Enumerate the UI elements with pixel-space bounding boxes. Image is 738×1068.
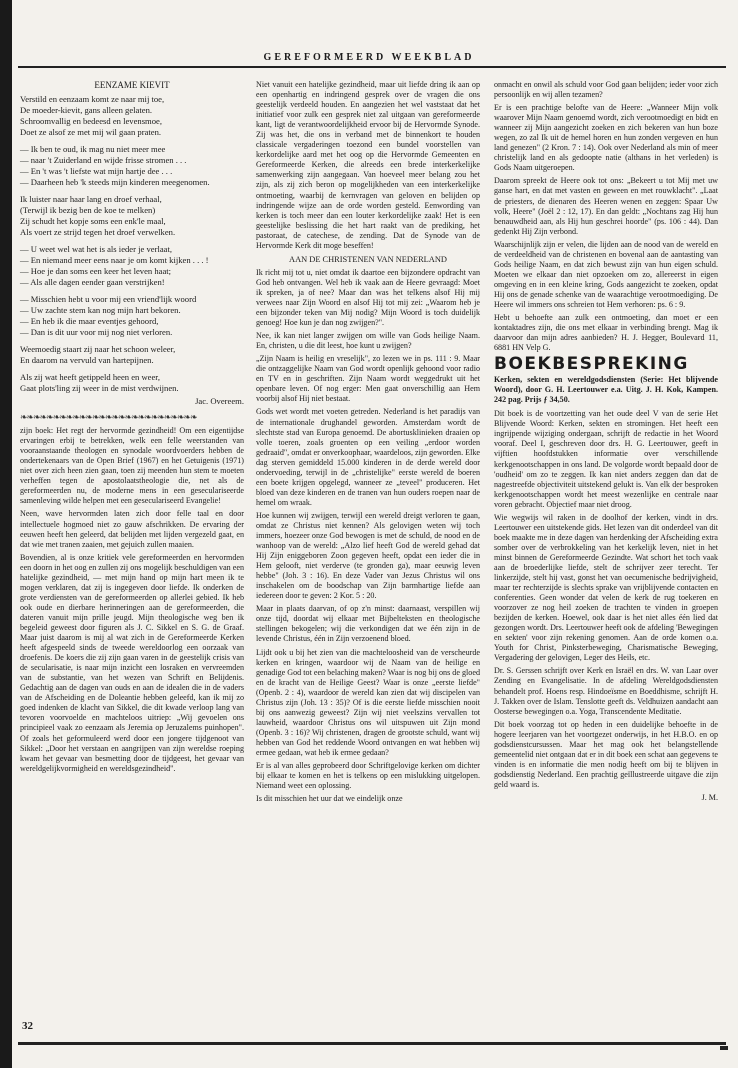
paragraph: Dit boek is de voortzetting van het oude deel V van de serie Het Blijvende Woord: Kerken, sekten en stromingen. Het heeft een ingrijpende wijziging ondergaan, schrijft de redactie in het Woord vooraf. Deel I, geschreven door drs. H. G. Leertouwer, geeft in vijftien hoofdstukken informatie over verschillende kerkgenootschappen in ons land. De volgorde wordt bepaald door de 'oudheid' om zo te zeggen. Ik kan niet anders zeggen dan dat de nagestreefde objectiviteit uitstekend gelukt is. Van elk der besproken kerkgenootschappen wordt het meest wezenlijke en centrale naar voren gebracht. Objectief maar niet droog.: [494, 409, 718, 509]
review-section-title: BOEKBESPREKING: [494, 354, 689, 375]
poem-author: Jac. Overeem.: [195, 396, 244, 407]
paragraph: Er is al van alles geprobeerd door Schriftgelovige kerken om dichter bij elkaar te komen en het is telkens op een mislukking uitgelopen. Niemand weet een oplossing.: [256, 761, 480, 791]
paragraph: Wie wegwijs wil raken in de doolhof der kerken, vindt in drs. Leertouwer een uitstekende gids. Het lezen van dit onderdeel van dit boek maakte me in deze dagen van herdenking der Afscheiding extra somber over de verbrokkeling van het kerkelijk leven, niet in het minst binnen de Gereformeerde Gezindte. Wat schort het toch vaak aan de broederlijke liefde, stelt de schrijver zeer terecht. Ter linkerzijde, stelt hij vast, gonst het van oecumenische bedrijvigheid, maar ter rechterzijde is slechts sprake van vrijblijvende contacten en conferenties. Geen wonder dat velen de kerk de rug toekeren en voorzover ze nog heil zoeken de trachten te vinden in groepen bezijden de kerken. Hoewel, ook daar is het niet alles één lied dat gezongen wordt. Drs. Leertouwer heeft ook de afdeling 'Bewegingen en sekten' voor zijn rekening genomen. Aan de orde komen o.a. Youth for Christ, Pinksterbeweging, Charismatische Beweging, Vergadering der gelovigen, Leger des Heils, etc.: [494, 512, 718, 663]
article-body: [20, 426, 244, 774]
paragraph: „Zijn Naam is heilig en vreselijk", zo lezen we in ps. 111 : 9. Maar die ontzaggelijke Naam van God wordt openlijk gehoond voor radio en TV en in geschriften. Zijn Naam wordt weggedrukt uit het openbare leven. Of nog erger: Men gaat onverschillig aan Hem voorbij alsof Hij niet bestaat.: [256, 354, 480, 404]
paragraph: Nee, ik kan niet langer zwijgen om wille van Gods heilige Naam. En, christen, u die dit leest, hoe kunt u zwijgen?: [256, 331, 480, 351]
poem-stanza: Als zij wat heeft getippeld heen en weer, Gaat plots'ling zij weer in de mist verdwijnen.: [20, 372, 179, 394]
scan-edge: [0, 0, 12, 1068]
poem-stanza: — Ik ben te oud, ik mag nu niet meer mee — naar 't Zuiderland en wijde frisse stromen . . . — En 't was 't liefste wat mijn hartje dee . . . — Daarheen heb 'k steeds mijn kinderen meegenomen.: [20, 144, 210, 188]
paragraph: Maar in plaats daarvan, of op z'n minst: daarnaast, verspillen wij onze tijd, doordat wij elkaar met Bijbelteksten en theologische stellingen bekogelen; wij die verkondigen dat we één zijn in de levende Christus, één in Zijn verzoenend bloed.: [256, 604, 480, 644]
paragraph: Hebt u behoefte aan zulk een ontmoeting, dan moet er een kontaktadres zijn, die ons met elkaar in verbinding brengt. Mag ik daarvoor dan mijn adres aanbieden? H. J. Hegger, Boulevard 11, 6881 HN Velp G.: [494, 313, 718, 353]
poem-stanza: — U weet wel wat het is als ieder je verlaat, — En niemand meer eens naar je om komt kijken . . . ! — Hoe je dan soms een keer het leven haat; — Als alle dagen eender gaan verstrijken!: [20, 244, 209, 288]
bottom-rule: [18, 1042, 726, 1045]
ornament-divider: ❧❧❧❧❧❧❧❧❧❧❧❧❧❧❧❧❧❧❧❧❧❧❧❧❧❧❧: [20, 412, 197, 421]
poem-title: EENZAME KIEVIT: [94, 80, 170, 90]
paragraph: Lijdt ook u bij het zien van die machteloosheid van de verscheurde kerken en kringen, waardoor wij de Naam van de heilige en genadige God tot een belaching maken? Waar is nog bij ons de gloed en de kracht van de Heilige Geest? Waar is onze „eerste liefde" (Openb. 2 : 4), waardoor de wereld kan zien dat wij discipelen van Christus zijn (Joh. 13 : 35)? Of is die eerste liefde misschien nooit bij ons aanwezig geweest? Zijn wij niet veelszins vervallen tot lauwheid, waardoor Christus ons wil uitspuwen uit Zijn mond (Openb. 3 : 16)? Wij christenen, dragen de grootste schuld, want wij hebben van God het reddende Woord ontvangen en wat hebben wij ermee gedaan, wat heb ik ermee gedaan?: [256, 647, 480, 757]
paragraph: Gods wet wordt met voeten getreden. Nederland is het paradijs van de internationale drughandel geworden. Amsterdam wordt de slechtste stad van Europa genoemd. De abortusklinieken draaien op volle toeren, zoals groenten op een veiling „erdoor worden gedraaid", omdat er onverkoophaar, waardeloos, zijn geworden. Elke dag sterven gemiddeld 15.000 kinderen in de derde wereld door ondervoeding, terwijl in de „christelijke" eerste wereld de boeren een boete krijgen opgelegd, wanneer ze „teveel" produceren. Het bloed van deze kinderen en de tranen van hun ouders roepen naar de hemel om wraak.: [256, 407, 480, 507]
poem-stanza: Weemoedig staart zij naar het schoon weleer, En daarom na vervuld van hartepijnen.: [20, 344, 176, 366]
paragraph: Neen, wave hervormden laten zich door felle taal en door intellectuele hogmoed niet zo gauw afschrikken. De ervaring der eeuwen heeft hen geleerd, dat belijden met lijden vergezeld gaat, en dat wie met tranen zaaien, met gejuich zullen maaien.: [20, 509, 244, 549]
paragraph: Ik richt mij tot u, niet omdat ik daartoe een bijzondere opdracht van God heb ontvangen. Wel heb ik vaak aan de Heere gevraagd: Moet ik spreken, ja of nee? Maar dan was het telkens alsof Hij mij verwees naar Zijn Woord en alsof Hij tot mij zei: „Waarom heb je een bijzonder teken van Mij nodig? Mijn Woord is toch duidelijk genoeg! Hoe kun je dan nog zwijgen?".: [256, 267, 480, 328]
paragraph: Hoe kunnen wij zwijgen, terwijl een wereld dreigt verloren te gaan, omdat ze Christus niet kennen? Als gelovigen weten wij toch immers, hoezeer onze God bewogen is met de schuld, de nood en de wanhoop van de wereld: „Alzo lief heeft God de wereld gehad dat Hij Zijn eniggeboren Zoon gegeven heeft, opdat een ieder die in Hem gelooft, niet verderve (te gronden ga), maar eeuwig leven hebbe" (Joh. 3 : 16). En deze Vader van Jezus Christus wil ons inschakelen om de boodschap van Zijn barmhartige liefde aan iedereen door te geven: 2 Kor. 5 : 20.: [256, 510, 480, 601]
column-middle: [256, 80, 480, 807]
paragraph: Is dit misschien het uur dat we eindelijk onze: [256, 794, 403, 804]
review-book-info: Kerken, sekten en wereldgodsdiensten (Serie: Het blijvende Woord), door G. H. Leertouwer e.a. Uitg. J. H. Kok, Kampen. 242 pag. Prijs ƒ 34,50.: [494, 375, 718, 405]
poem-stanza: Verstild en eenzaam komt ze naar mij toe, De moeder-kievit, gans alleen gelaten. Schroomvallig en bedeesd en levensmoe, Doet ze alsof ze met mij wil gaan praten.: [20, 94, 165, 138]
poem-stanza: — Misschien hebt u voor mij een vriend'lijk woord — Uw zachte stem kan nog mijn hart bekoren. — En heb ik die maar eventjes gehoord, — Dan is dit uur voor mij nog niet verloren.: [20, 294, 197, 338]
review-body: [494, 409, 718, 790]
column-right: [494, 80, 718, 803]
page-number: 32: [22, 1020, 33, 1032]
letter-continuation: [494, 80, 718, 353]
review-signoff: J. M.: [701, 793, 718, 802]
paragraph: Dr. S. Gerssen schrijft over Kerk en Israël en drs. W. van Laar over Zending en Evangelisatie. In de afdeling Wereldgodsdiensten behandelt prof. Hoens resp. Hindoeïsme en Boeddhisme, schrijft H. J. Takken over de Islam. Tenslotte geeft ds. Veldhuizen aandacht aan Oosterse bewegingen o.a. Yoga, Transcendente Meditatie.: [494, 666, 718, 716]
top-rule: [18, 66, 726, 68]
letter-body: [256, 268, 480, 804]
paragraph: Dit boek voorzag tot op heden in een duidelijke behoefte in de hogere leerjaren van het voortgezet onderwijs, in het H.B.O. en op godsdienstcursussen. Maar het mag ook het belangstellende gemeentelid niet ontgaan dat er in dit boek een schat aan gegevens te vinden is en informatie die men nodig heeft om bij te blijven in godsdienstig Nederland. Een prachtig geïllustreerde uitgave die zijn geld waard is.: [494, 719, 718, 789]
paragraph: Er is een prachtige belofte van de Heere: „Wanneer Mijn volk waarover Mijn Naam genoemd wordt, zich verootmoedigt en bidt en wanneer zij Mijn aangezicht zoeken en zich bekeren van hun boze wegen, zo zal Ik uit de hemel horen en hun zonden vergeven en hun land genezen" (2 Kron. 7 : 14). Ook over Nederland als min of meer christelijk land en als gedoopte natie (althans in het verleden) is Gods Naam uitgeroepen.: [494, 103, 718, 173]
paragraph: Niet vanuit een hatelijke gezindheid, maar uit liefde dring ik aan op een openhartig en indringend gesprek over de vragen die ons geestelijk verdeeld houden. En aangezien het wel vaststaat dat het initiatief voor zulk een gesprek niet zal uitgaan van gereformeerde kant, ligt de verantwoordelijkheid ervoor bij de Hervormde Synode. Zij was het, die ons in verband met de binnenkort te houden classicale vergaderingen toezond een bundel voorstellen van kerkordelijke aard met het oog op die Hervormde Gemeenten en Gereformeerde Kerken, die alreeds een brede interkerkelijke samenwerking zijn aangegaan. Van hoeveel meer belang zou het zijn, als zij zich beron op mogelijkheden van een interkerkelijke ontmoeting, waarbij de kernvragen van geloven en belijden op indringende wijze aan de orde worden gesteld. Eenwording van kerken is toch meer dan een louter kerkordelijke zaak! Het is een geestelijke beslissing die het hart raakt van de prediking, het pastoraat, de catechese, de zending. Dat de Synode van de Hervormde Kerk dit moge beseffen!: [256, 80, 480, 250]
scan-mark: [720, 1046, 728, 1050]
section-heading: AAN DE CHRISTENEN VAN NEDERLAND: [289, 254, 447, 264]
paragraph: Daarom spreekt de Heere ook tot ons: „Bekeert u tot Mij met uw ganse hart, en dat met vasten en geween en met rouwklacht". „Laat de priesters, de dienaren des Heeren wenen en zeggen: Spaar Uw volk, Heere" (Joël 2 : 12, 17). En dan geldt: „Nochtans zag Hij hun benauwdheid aan, als Hij hun geschrei hoorde" (ps. 106 : 44). Dan gedenkt Hij Zijn verbond.: [494, 176, 718, 236]
article-body: [256, 80, 480, 251]
column-left: [20, 80, 244, 777]
paragraph: onmacht en onwil als schuld voor God gaan belijden; ieder voor zich persoonlijk en wij allen tezamen?: [494, 80, 718, 100]
paragraph: Waarschijnlijk zijn er velen, die lijden aan de nood van de wereld en de verdeeldheid van de christenen en bovenal aan de aantasting van Gods heilige Naam, en dat zich bewust zijn van hun eigen schuld. Moeten we elkaar dan niet opzoeken om zo, allereerst in eigen omgeving en in een kleine kring, Gods aangezicht te zoeken, opdat Hij ons de genade schenke van de waarachtige verootmoediging. De Heere wil immers ons schreien tot Hem verhoren: ps. 6 : 9.: [494, 239, 718, 309]
masthead: GEREFORMEERD WEEKBLAD: [263, 52, 475, 63]
paragraph: Bovendien, al is onze kritiek vele gereformeerden en hervormden een doorn in het oog en zullen zij ons mogelijk beschuldigen van een hatelijke gezindheid, — met mijn hand op mijn hart meen ik te mogen verklaren, dat zij is ingegeven door liefde. Ik onderken de grote verdiensten van de gereformeerden op allerlei gebied. Ik heb ook oude en dierbare herinneringen aan de gereformeerden, die dateren vanuit mijn prille jeugd. Mijn theologische weg ben ik begeleid geweest door figuren als J. C. Sikkel en S. G. de Graaf. Maar juist daarom is mij al wat zich in de Gereformeerde Kerken heeft afgespeeld sinds de tweede wereldoorlog een oorzaak van droefenis. De koers die zij zijn gaan varen in de geestelijk crisis van de secularisatie, is naar mijn inzicht een losraken en vervreemden van de substantie, van het wezen van Schrift en Belijdenis. Gedachtig aan de dagen van ouds en aan de idealen die in de vaders van de Afscheiding en de Doleantie hebben geleefd, kan ik mij zo goed indenken de klacht van Sikkel, die dit kwade verloop lang van tevoren voorvoelde en machteloos uitriep: „Wij gevoelen ons principieel vaak zo eenzaam als Jeremia op Jeruzalems puinhopen". Of zoals het geformuleerd werd door een jongere tijdgenoot van Sikkel: „Door het verstaan en aangrijpen van zijn wereldse roeping kwam het gevaar van besmetting door de tijdgeest, het gevaar van wereldgelijkvormigheid en wereldsgezindheid".: [20, 552, 244, 773]
paragraph: zijn boek: Het regt der hervormde gezindheid! Om een eigentijdse ervaringen erbij te betrekken, welk een felle weerstanden van vooraanstaande theologen en synodale woordvoerders hebben de ondertekenaars van de Open Brief (1967) en het Getuigenis (1971) niet over zich heen zien gaan, toen zij meenden hun stem te moeten verheffen tegen de apostolaatstheologie die, net als de gereformeerden nu, de moderne mens in een geseculariseerde samenleving wilde helpen met een geseculariseerd Evangelie!: [20, 426, 244, 506]
poem-stanza: Ik luister naar haar lang en droef verhaal, (Terwijl ik bezig ben de koe te melken) Zij schudt het kopje soms een enk'le maal, Als voert ze strijd tegen het droef verwelken.: [20, 194, 176, 238]
